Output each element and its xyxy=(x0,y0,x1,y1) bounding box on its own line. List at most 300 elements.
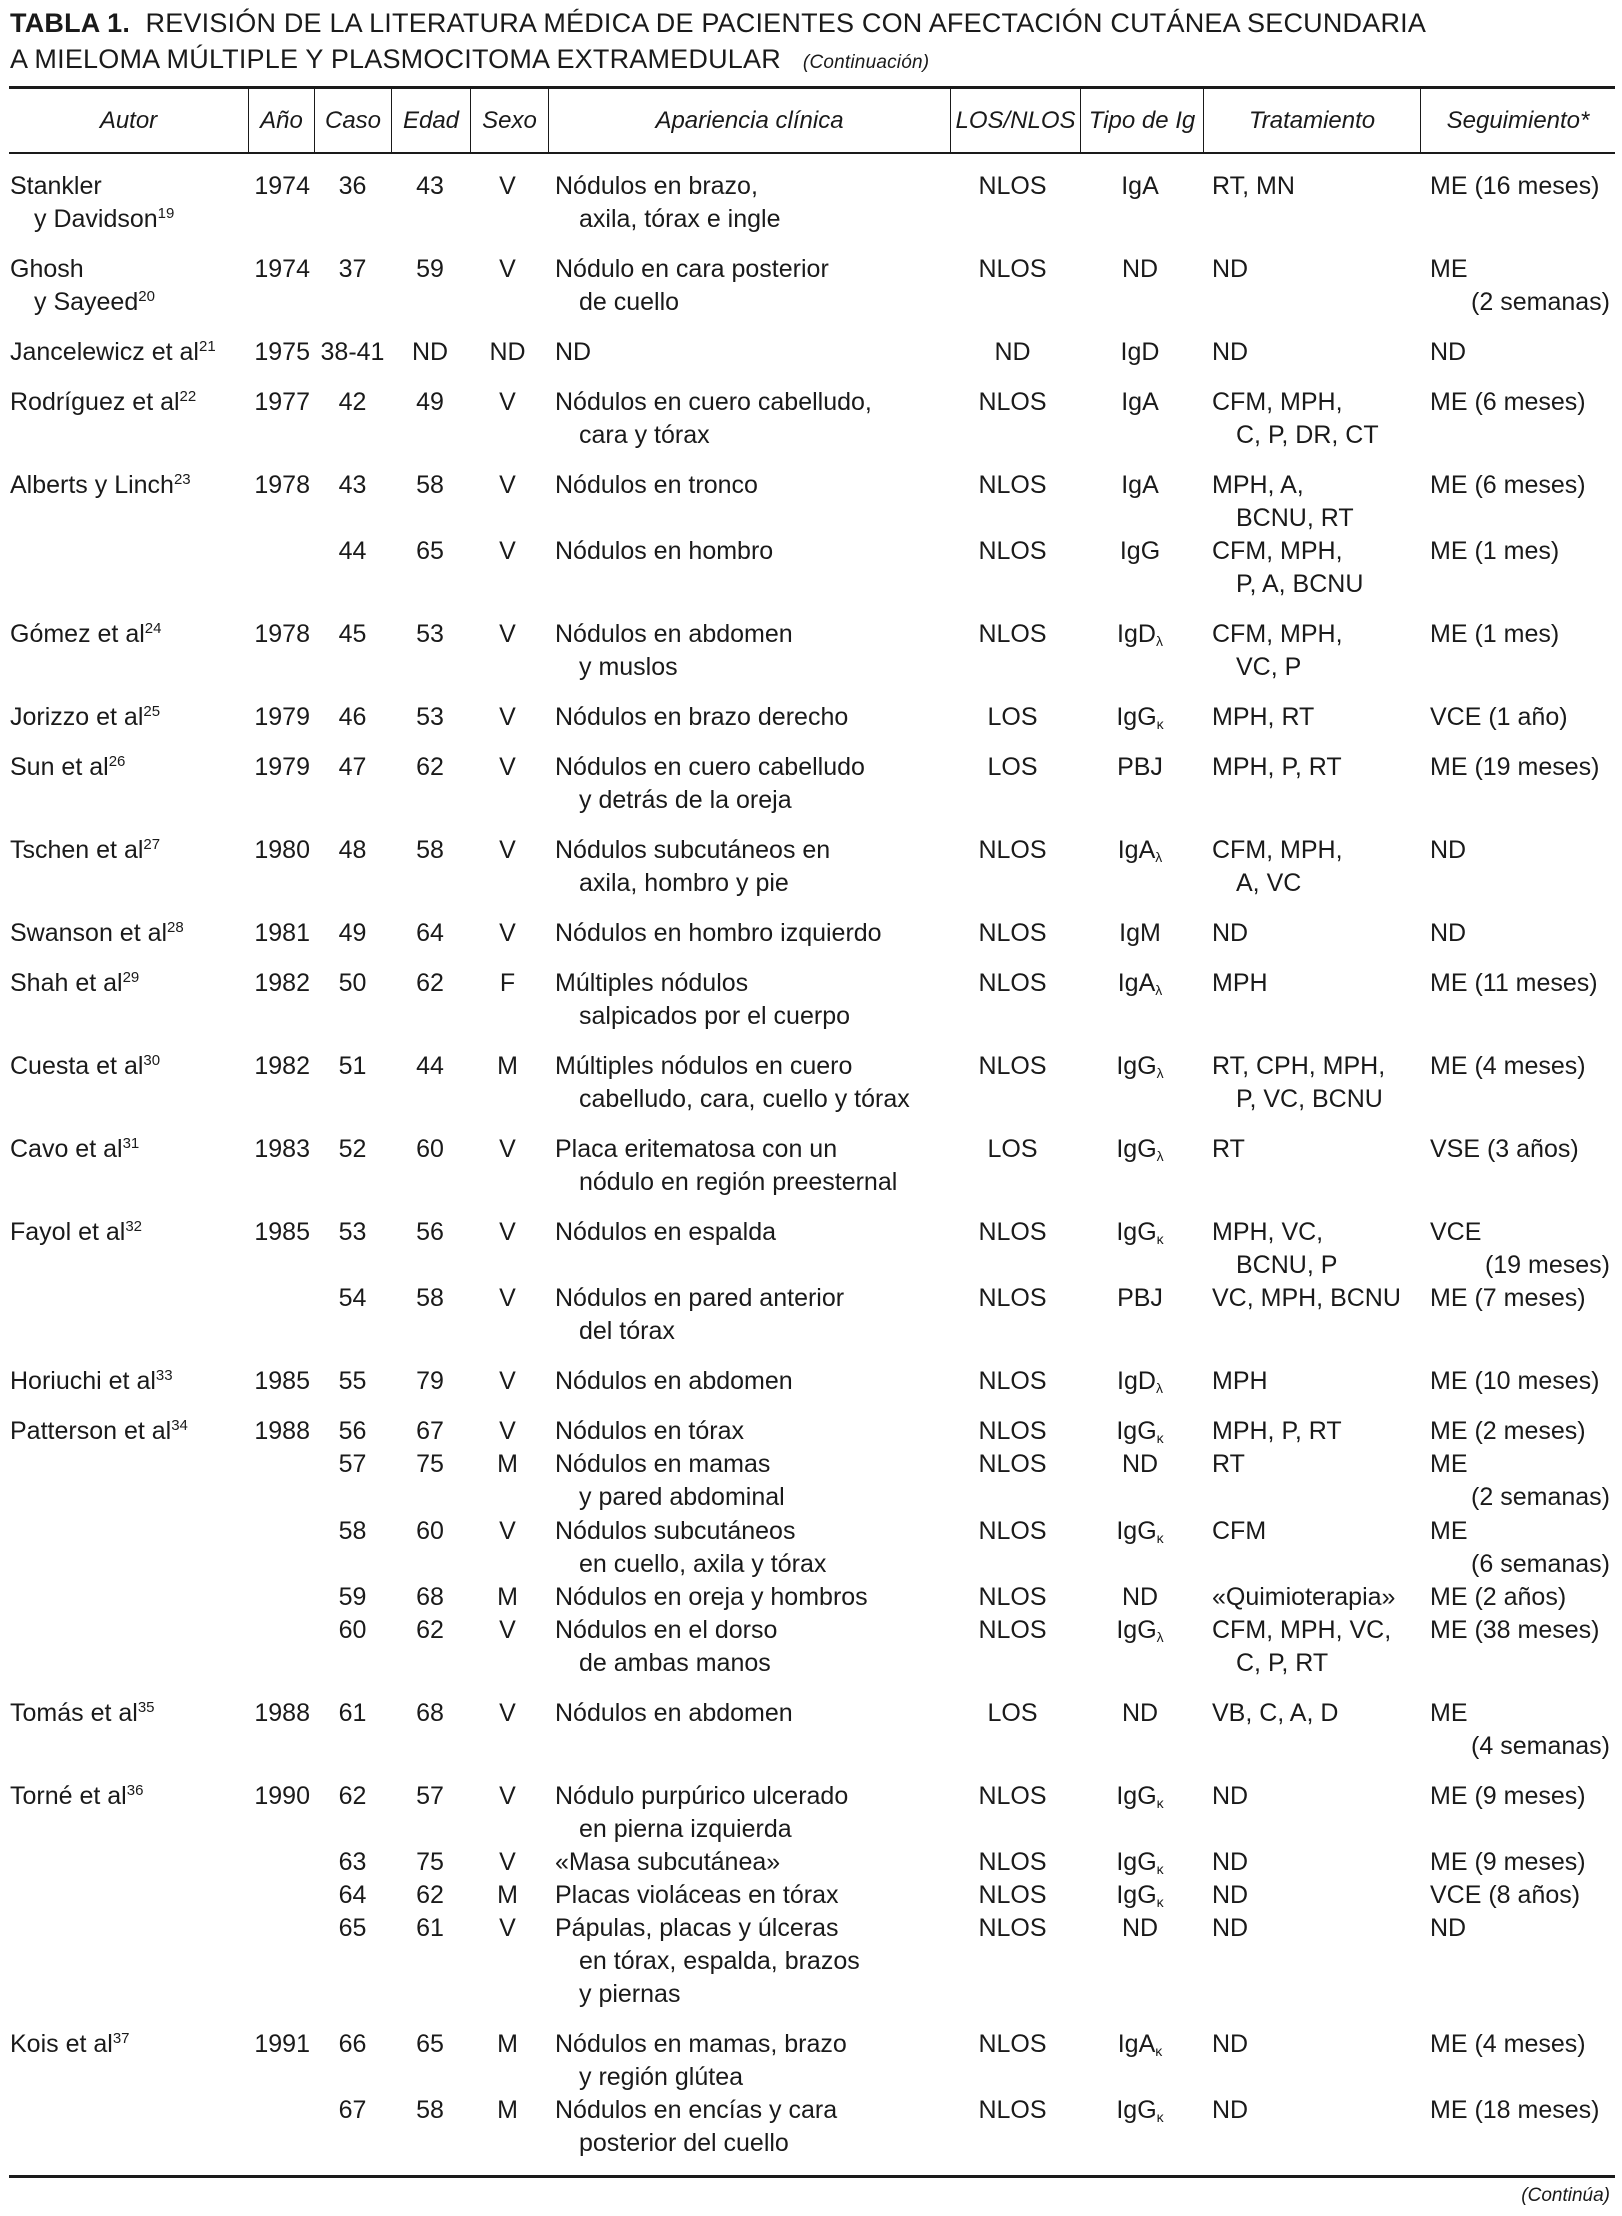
appearance-cell xyxy=(555,336,591,369)
appearance-cell xyxy=(555,1780,848,1846)
sex-cell xyxy=(470,336,545,369)
followup-line: ME (11 meses) xyxy=(1430,969,1598,997)
appearance-line: Placa eritematosa con un xyxy=(555,1135,838,1163)
treatment-line: ND xyxy=(1212,255,1249,283)
followup-line: ME (10 meses) xyxy=(1430,1367,1600,1395)
author-cell xyxy=(10,253,155,319)
appearance-line: y piernas xyxy=(579,1980,681,2008)
reference-number: 33 xyxy=(155,1367,173,1384)
appearance-line: Nódulos en abdomen xyxy=(555,1699,793,1727)
year-value: 1988 xyxy=(254,1417,310,1445)
sex-cell xyxy=(470,1448,545,1481)
followup-line: ME xyxy=(1430,255,1468,283)
case-cell xyxy=(315,834,390,867)
sex-cell xyxy=(470,1879,545,1912)
reference-number: 32 xyxy=(125,1218,143,1235)
year-cell xyxy=(230,336,310,369)
treatment-line: CFM, MPH, xyxy=(1212,836,1343,864)
ig-cell xyxy=(1080,1912,1200,1945)
los-cell xyxy=(950,917,1075,950)
age-value: 68 xyxy=(416,1583,444,1611)
author-name: Tomás et al xyxy=(10,1699,138,1727)
appearance-line: Nódulos en brazo, xyxy=(555,172,758,200)
followup-cell xyxy=(1430,1448,1610,1514)
author-cell xyxy=(10,1780,143,1813)
followup-cell xyxy=(1430,751,1599,784)
ig-cell xyxy=(1080,967,1200,1000)
year-value: 1991 xyxy=(254,2030,310,2058)
los-value: LOS xyxy=(987,703,1038,731)
case-cell xyxy=(315,170,390,203)
ig-value: IgG xyxy=(1116,2096,1157,2124)
los-value: NLOS xyxy=(978,919,1047,947)
treatment-cell xyxy=(1212,1879,1248,1912)
year-cell xyxy=(230,1133,310,1166)
appearance-cell xyxy=(555,2094,837,2160)
year-value: 1980 xyxy=(254,836,310,864)
case-value: 57 xyxy=(338,1450,367,1478)
author-name: Kois et al xyxy=(10,2030,113,2058)
los-cell xyxy=(950,701,1075,734)
los-cell xyxy=(950,1415,1075,1448)
sex-value: V xyxy=(499,1616,516,1644)
sex-cell xyxy=(470,1697,545,1730)
age-cell xyxy=(395,967,465,1000)
light-chain-subscript: κ xyxy=(1156,2109,1164,2125)
case-cell xyxy=(315,1780,390,1813)
age-cell xyxy=(395,170,465,203)
author-name: Jorizzo et al xyxy=(10,703,144,731)
age-value: 58 xyxy=(416,1284,444,1312)
sex-cell xyxy=(470,386,545,419)
los-cell xyxy=(950,1581,1075,1614)
sex-cell xyxy=(470,618,545,651)
age-value: 60 xyxy=(416,1517,444,1545)
reference-number: 25 xyxy=(143,703,161,720)
header-appearance: Apariencia clínica xyxy=(655,107,844,134)
case-cell xyxy=(315,967,390,1000)
sex-cell xyxy=(470,1515,545,1548)
age-value: 75 xyxy=(416,1450,444,1478)
sex-cell xyxy=(470,967,545,1000)
appearance-line: Nódulo purpúrico ulcerado xyxy=(555,1782,849,1810)
ig-value: PBJ xyxy=(1117,753,1163,781)
case-value: 45 xyxy=(338,620,367,648)
case-value: 49 xyxy=(338,919,367,947)
ig-cell xyxy=(1080,1879,1200,1912)
appearance-cell xyxy=(555,1282,844,1348)
reference-number: 24 xyxy=(144,620,162,637)
ig-value: IgG xyxy=(1116,1881,1157,1909)
followup-cell xyxy=(1430,1050,1586,1083)
case-value: 55 xyxy=(338,1367,367,1395)
case-value: 36 xyxy=(338,172,367,200)
sex-value: V xyxy=(499,1517,516,1545)
author-cell xyxy=(10,1050,160,1083)
followup-cell xyxy=(1430,1780,1586,1813)
author-name: Shah et al xyxy=(10,969,123,997)
appearance-cell xyxy=(555,2028,847,2094)
treatment-line: MPH, P, RT xyxy=(1212,1417,1342,1445)
age-value: 58 xyxy=(416,836,444,864)
age-value: 68 xyxy=(416,1699,444,1727)
los-cell xyxy=(950,1448,1075,1481)
ig-cell xyxy=(1080,386,1200,419)
ig-value: IgG xyxy=(1116,1517,1157,1545)
ig-cell xyxy=(1080,1282,1200,1315)
appearance-line: del tórax xyxy=(579,1317,675,1345)
appearance-line: nódulo en región preesternal xyxy=(579,1168,898,1196)
case-cell xyxy=(315,1846,390,1879)
treatment-cell xyxy=(1212,1448,1245,1481)
ig-value: IgD xyxy=(1120,338,1160,366)
case-value: 61 xyxy=(338,1699,367,1727)
ig-cell xyxy=(1080,336,1200,369)
los-value: NLOS xyxy=(978,1583,1047,1611)
ig-cell xyxy=(1080,1846,1200,1879)
ig-cell xyxy=(1080,1050,1200,1083)
light-chain-subscript: κ xyxy=(1156,1795,1164,1811)
ig-cell xyxy=(1080,1415,1200,1448)
los-value: LOS xyxy=(987,753,1038,781)
appearance-line: Nódulos en tórax xyxy=(555,1417,745,1445)
los-cell xyxy=(950,1846,1075,1879)
sex-value: V xyxy=(499,388,516,416)
case-value: 43 xyxy=(338,471,367,499)
appearance-cell xyxy=(555,1415,744,1448)
treatment-cell xyxy=(1212,1780,1248,1813)
author-cell xyxy=(10,336,216,369)
treatment-line: P, VC, BCNU xyxy=(1236,1085,1383,1113)
ig-value: IgD xyxy=(1117,620,1156,648)
treatment-line: MPH, P, RT xyxy=(1212,753,1342,781)
year-cell xyxy=(230,253,310,286)
header-age: Edad xyxy=(402,107,460,134)
treatment-cell xyxy=(1212,967,1268,1000)
los-cell xyxy=(950,1879,1075,1912)
author-cell xyxy=(10,701,160,734)
ig-cell xyxy=(1080,1515,1200,1548)
reference-number: 36 xyxy=(126,1782,144,1799)
ig-value: ND xyxy=(1121,1450,1159,1478)
age-value: 59 xyxy=(416,255,444,283)
treatment-cell xyxy=(1212,1415,1342,1448)
age-cell xyxy=(395,1912,465,1945)
sex-value: V xyxy=(499,1914,516,1942)
treatment-line: ND xyxy=(1212,1881,1249,1909)
ig-value: IgA xyxy=(1117,2030,1156,2058)
ig-value: IgA xyxy=(1121,172,1159,200)
ig-value: IgA xyxy=(1117,969,1156,997)
sex-cell xyxy=(470,834,545,867)
los-cell xyxy=(950,170,1075,203)
age-value: 65 xyxy=(416,2030,444,2058)
sex-value: V xyxy=(499,703,516,731)
age-value: 62 xyxy=(416,1881,444,1909)
followup-cell xyxy=(1430,170,1599,203)
case-cell xyxy=(315,1216,390,1249)
age-value: 60 xyxy=(416,1135,444,1163)
header-case: Caso xyxy=(324,107,382,134)
continued-footer: (Continúa) xyxy=(1521,2185,1610,2206)
los-value: NLOS xyxy=(978,1517,1047,1545)
ig-value: IgM xyxy=(1119,919,1161,947)
appearance-cell xyxy=(555,1581,868,1614)
ig-cell xyxy=(1080,1581,1200,1614)
los-value: LOS xyxy=(987,1699,1038,1727)
age-cell xyxy=(395,1780,465,1813)
followup-line: VCE (1 año) xyxy=(1430,703,1568,731)
case-cell xyxy=(315,1614,390,1647)
followup-cell xyxy=(1430,1282,1586,1315)
ig-value: IgA xyxy=(1121,388,1159,416)
case-value: 64 xyxy=(338,1881,367,1909)
los-cell xyxy=(950,2028,1075,2061)
followup-line: ME (7 meses) xyxy=(1430,1284,1586,1312)
light-chain-subscript: λ xyxy=(1156,1065,1164,1081)
los-cell xyxy=(950,618,1075,651)
followup-cell xyxy=(1430,253,1610,319)
followup-line: ND xyxy=(1430,919,1467,947)
age-cell xyxy=(395,1581,465,1614)
appearance-line: Nódulos en pared anterior xyxy=(555,1284,845,1312)
sex-value: M xyxy=(497,2030,518,2058)
ig-value: IgG xyxy=(1116,1135,1157,1163)
treatment-cell xyxy=(1212,1216,1337,1282)
treatment-cell xyxy=(1212,170,1295,203)
age-value: 62 xyxy=(416,1616,444,1644)
age-value: 65 xyxy=(416,537,444,565)
case-cell xyxy=(315,1415,390,1448)
sex-cell xyxy=(470,253,545,286)
followup-line: ME (6 meses) xyxy=(1430,388,1586,416)
followup-cell xyxy=(1430,1216,1610,1282)
sex-value: M xyxy=(497,1450,518,1478)
los-value: NLOS xyxy=(978,1782,1047,1810)
author-cell xyxy=(10,967,139,1000)
light-chain-subscript: κ xyxy=(1156,716,1164,732)
author-name: Torné et al xyxy=(10,1782,127,1810)
author-cell xyxy=(10,1697,155,1730)
treatment-line: BCNU, P xyxy=(1236,1251,1338,1279)
ig-value: ND xyxy=(1121,255,1159,283)
author-cell xyxy=(10,1133,139,1166)
treatment-cell xyxy=(1212,751,1342,784)
case-value: 42 xyxy=(338,388,367,416)
treatment-line: A, VC xyxy=(1236,869,1302,897)
case-cell xyxy=(315,1581,390,1614)
reference-number: 23 xyxy=(173,471,191,488)
light-chain-subscript: λ xyxy=(1155,1380,1163,1396)
treatment-line: MPH, VC, xyxy=(1212,1218,1324,1246)
appearance-line: posterior del cuello xyxy=(579,2129,789,2157)
sex-value: V xyxy=(499,1218,516,1246)
los-cell xyxy=(950,1050,1075,1083)
los-cell xyxy=(950,2094,1075,2127)
year-cell xyxy=(230,1697,310,1730)
followup-line: ND xyxy=(1430,338,1467,366)
author-name: Alberts y Linch xyxy=(10,471,174,499)
sex-value: V xyxy=(499,255,516,283)
case-cell xyxy=(315,1515,390,1548)
year-cell xyxy=(230,469,310,502)
case-cell xyxy=(315,1365,390,1398)
year-cell xyxy=(230,917,310,950)
author-name: Cuesta et al xyxy=(10,1052,144,1080)
treatment-line: CFM, MPH, xyxy=(1212,388,1343,416)
sex-cell xyxy=(470,1912,545,1945)
title-line-1: REVISIÓN DE LA LITERATURA MÉDICA DE PACIENTES CON AFECTACIÓN CUTÁNEA SECUNDARIA xyxy=(145,8,1427,38)
appearance-line: de ambas manos xyxy=(579,1649,771,1677)
treatment-cell xyxy=(1212,1282,1401,1315)
case-value: 48 xyxy=(338,836,367,864)
appearance-line: salpicados por el cuerpo xyxy=(579,1002,850,1030)
sex-value: V xyxy=(499,172,516,200)
appearance-line: Nódulos en mamas, brazo xyxy=(555,2030,847,2058)
appearance-cell xyxy=(555,535,773,568)
year-cell xyxy=(230,386,310,419)
treatment-line: BCNU, RT xyxy=(1236,504,1354,532)
treatment-cell xyxy=(1212,535,1363,601)
ig-cell xyxy=(1080,917,1200,950)
los-value: NLOS xyxy=(978,1450,1047,1478)
treatment-cell xyxy=(1212,336,1248,369)
treatment-line: VC, P xyxy=(1236,653,1302,681)
appearance-line: en cuello, axila y tórax xyxy=(579,1550,827,1578)
followup-cell xyxy=(1430,1581,1566,1614)
followup-line: ME (38 meses) xyxy=(1430,1616,1600,1644)
appearance-cell xyxy=(555,917,882,950)
los-value: NLOS xyxy=(978,1367,1047,1395)
year-value: 1985 xyxy=(254,1367,310,1395)
appearance-line: axila, hombro y pie xyxy=(579,869,789,897)
treatment-line: RT, MN xyxy=(1212,172,1295,200)
age-cell xyxy=(395,469,465,502)
header-sex: Sexo xyxy=(482,107,537,134)
los-value: NLOS xyxy=(978,620,1047,648)
los-cell xyxy=(950,1697,1075,1730)
case-cell xyxy=(315,2028,390,2061)
treatment-line: CFM xyxy=(1212,1517,1267,1545)
age-cell xyxy=(395,1282,465,1315)
ig-cell xyxy=(1080,469,1200,502)
age-cell xyxy=(395,1133,465,1166)
ig-value: IgG xyxy=(1119,537,1161,565)
case-cell xyxy=(315,2094,390,2127)
followup-line: ME xyxy=(1430,1699,1468,1727)
appearance-cell xyxy=(555,1614,777,1680)
treatment-cell xyxy=(1212,1365,1268,1398)
ig-cell xyxy=(1080,2028,1200,2061)
appearance-line: Nódulo en cara posterior xyxy=(555,255,829,283)
appearance-cell xyxy=(555,751,865,817)
case-value: 38-41 xyxy=(320,338,385,366)
case-value: 46 xyxy=(338,703,367,731)
treatment-cell xyxy=(1212,1614,1391,1680)
case-cell xyxy=(315,386,390,419)
age-value: 75 xyxy=(416,1848,444,1876)
author-cell xyxy=(10,917,184,950)
light-chain-subscript: κ xyxy=(1156,1231,1164,1247)
case-value: 59 xyxy=(338,1583,367,1611)
treatment-line: ND xyxy=(1212,1914,1249,1942)
case-cell xyxy=(315,253,390,286)
treatment-cell xyxy=(1212,1846,1248,1879)
sex-cell xyxy=(470,917,545,950)
appearance-line: Pápulas, placas y úlceras xyxy=(555,1914,839,1942)
los-value: NLOS xyxy=(978,255,1047,283)
appearance-line: Nódulos en mamas xyxy=(555,1450,771,1478)
case-cell xyxy=(315,1879,390,1912)
treatment-cell xyxy=(1212,253,1248,286)
followup-line: ND xyxy=(1430,836,1467,864)
los-cell xyxy=(950,834,1075,867)
sex-value: V xyxy=(499,1699,516,1727)
appearance-cell xyxy=(555,1216,776,1249)
case-value: 62 xyxy=(338,1782,367,1810)
followup-cell xyxy=(1430,701,1568,734)
year-cell xyxy=(230,170,310,203)
appearance-line: de cuello xyxy=(579,288,680,316)
treatment-cell xyxy=(1212,834,1343,900)
followup-cell xyxy=(1430,1697,1610,1763)
treatment-line: ND xyxy=(1212,2030,1249,2058)
ig-cell xyxy=(1080,1133,1200,1166)
los-value: NLOS xyxy=(978,1848,1047,1876)
table-bottom-rule xyxy=(9,2175,1615,2178)
appearance-line: y región glútea xyxy=(579,2063,744,2091)
followup-line: VCE xyxy=(1430,1218,1482,1246)
los-value: NLOS xyxy=(978,2030,1047,2058)
header-treatment: Tratamiento xyxy=(1248,107,1376,134)
followup-cell xyxy=(1430,1846,1586,1879)
sex-cell xyxy=(470,1133,545,1166)
los-cell xyxy=(950,386,1075,419)
ig-value: IgD xyxy=(1117,1367,1156,1395)
case-cell xyxy=(315,1133,390,1166)
age-cell xyxy=(395,751,465,784)
year-value: 1977 xyxy=(254,388,310,416)
age-value: 57 xyxy=(416,1782,444,1810)
sex-cell xyxy=(470,1780,545,1813)
ig-cell xyxy=(1080,253,1200,286)
treatment-line: P, A, BCNU xyxy=(1236,570,1364,598)
reference-number: 20 xyxy=(138,288,155,305)
ig-cell xyxy=(1080,1697,1200,1730)
year-value: 1974 xyxy=(254,172,310,200)
los-cell xyxy=(950,751,1075,784)
appearance-line: Nódulos en encías y cara xyxy=(555,2096,838,2124)
sex-cell xyxy=(470,1415,545,1448)
age-cell xyxy=(395,834,465,867)
los-value: NLOS xyxy=(978,1417,1047,1445)
treatment-line: MPH, RT xyxy=(1212,703,1315,731)
appearance-cell xyxy=(555,1133,897,1199)
author-name: Sun et al xyxy=(10,753,109,781)
ig-value: IgA xyxy=(1117,836,1156,864)
ig-cell xyxy=(1080,1614,1200,1647)
reference-number: 21 xyxy=(198,338,216,355)
age-value: 43 xyxy=(416,172,444,200)
appearance-line: cara y tórax xyxy=(579,421,710,449)
light-chain-subscript: λ xyxy=(1155,982,1163,998)
light-chain-subscript: λ xyxy=(1155,849,1163,865)
sex-cell xyxy=(470,2028,545,2061)
ig-cell xyxy=(1080,701,1200,734)
case-cell xyxy=(315,336,390,369)
author-cell xyxy=(10,618,161,651)
year-cell xyxy=(230,1216,310,1249)
